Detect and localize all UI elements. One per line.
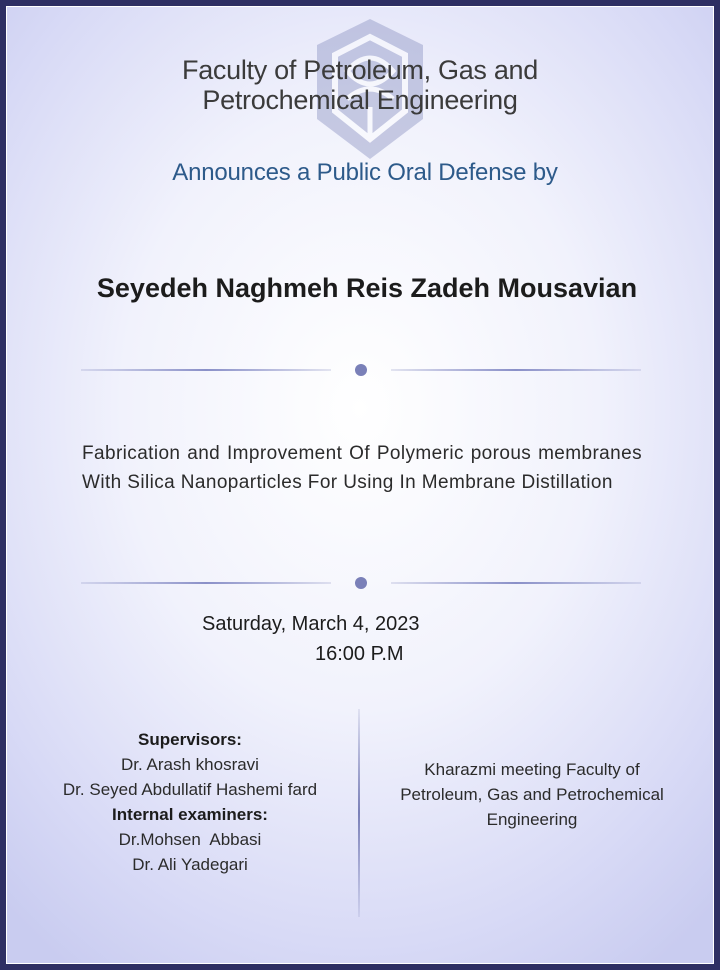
examiners-heading: Internal examiners: [112, 805, 268, 824]
venue-line: Petroleum, Gas and Petrochemical [400, 785, 664, 804]
venue-block [377, 757, 687, 832]
defense-poster [6, 6, 714, 964]
vertical-divider [358, 709, 360, 917]
committee-block [29, 727, 351, 877]
divider-line-left [81, 369, 331, 371]
venue-line: Engineering [486, 810, 578, 829]
supervisor-name: Dr. Seyed Abdullatif Hashemi fard [62, 780, 318, 799]
defense-time: 16:00 P.M [315, 643, 404, 665]
examiner-name: Dr. Ali Yadegari [132, 855, 248, 874]
defense-date: Saturday, March 4, 2023 [202, 613, 420, 635]
divider-line-right [391, 369, 641, 371]
faculty-name-line2: Petrochemical Engineering [202, 85, 518, 115]
thesis-title: Fabrication and Improvement Of Polymeric porous membranes With Silica Nanoparticles For Using In Membrane Distillation [82, 443, 642, 493]
divider-dot [355, 364, 367, 376]
supervisors-heading: Supervisors: [138, 730, 242, 749]
divider-line-left [81, 582, 331, 584]
divider-dot [355, 577, 367, 589]
faculty-name-line1: Faculty of Petroleum, Gas and [182, 55, 538, 85]
divider-line-right [391, 582, 641, 584]
top-divider [81, 364, 641, 376]
bottom-divider [81, 577, 641, 589]
examiner-name: Dr.Mohsen Abbasi [118, 830, 262, 849]
candidate-name: Seyedeh Naghmeh Reis Zadeh Mousavian [96, 273, 638, 303]
venue-line: Kharazmi meeting Faculty of [424, 760, 640, 779]
announcement-text: Announces a Public Oral Defense by [172, 159, 558, 186]
supervisor-name: Dr. Arash khosravi [121, 755, 259, 774]
